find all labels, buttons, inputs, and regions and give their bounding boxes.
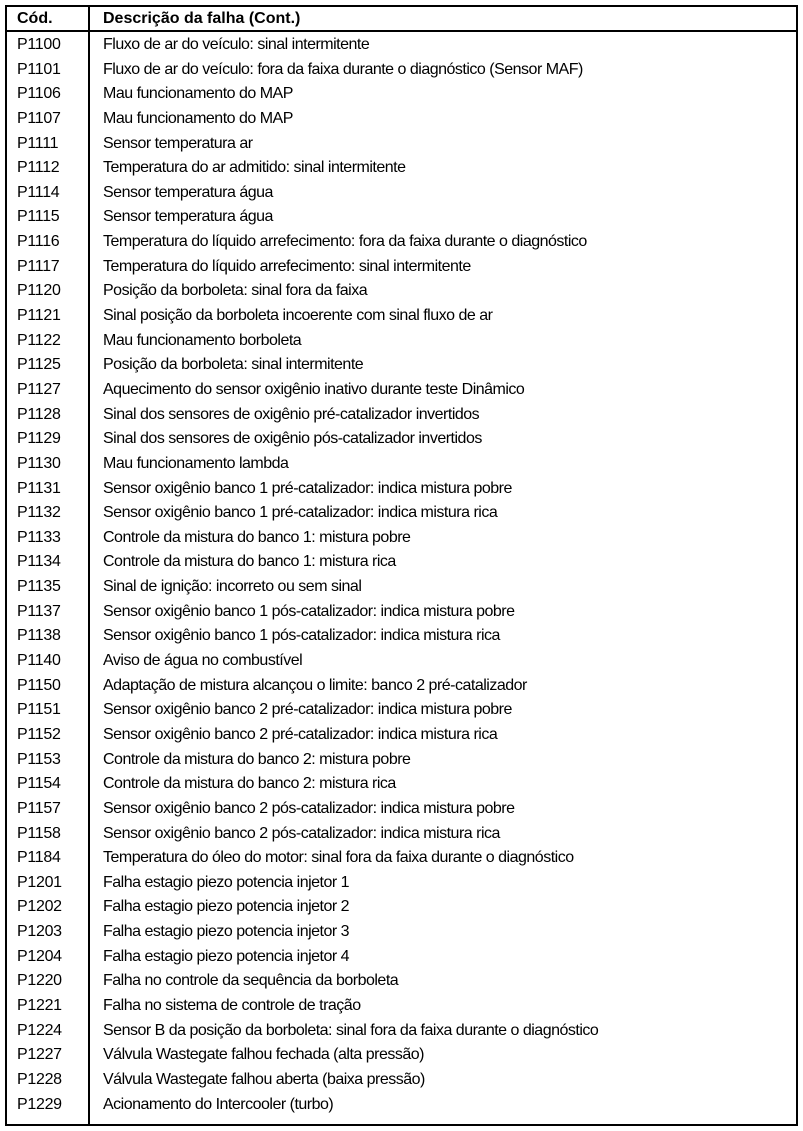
fault-code: P1201 bbox=[17, 873, 62, 891]
table-row bbox=[7, 58, 796, 83]
fault-code: P1203 bbox=[17, 923, 62, 941]
table-row bbox=[7, 205, 796, 230]
fault-description: Fluxo de ar do veículo: sinal intermitente bbox=[103, 36, 370, 53]
fault-code: P1138 bbox=[17, 627, 61, 645]
table-row bbox=[7, 945, 796, 970]
header-description: Descrição da falha (Cont.) bbox=[103, 10, 301, 27]
fault-description: Aviso de água no combustível bbox=[103, 652, 303, 670]
fault-code: P1127 bbox=[17, 380, 61, 398]
table-row bbox=[7, 1093, 796, 1118]
fault-description: Sensor oxigênio banco 1 pós-catalizador: indica mistura rica bbox=[103, 627, 500, 645]
fault-code: P1154 bbox=[17, 775, 61, 793]
fault-description: Temperatura do líquido arrefecimento: fora da faixa durante o diagnóstico bbox=[103, 233, 587, 251]
fault-description: Adaptação de mistura alcançou o limite: banco 2 pré-catalizador bbox=[103, 676, 527, 694]
table-row bbox=[7, 427, 796, 452]
fault-code: P1117 bbox=[17, 257, 60, 275]
fault-code: P1152 bbox=[17, 725, 61, 743]
fault-description: Sensor oxigênio banco 2 pré-catalizador: indica mistura pobre bbox=[103, 701, 512, 719]
table-row bbox=[7, 674, 796, 699]
table-row bbox=[7, 797, 796, 822]
table-row bbox=[7, 575, 796, 600]
fault-code: P1128 bbox=[17, 405, 61, 423]
table-row bbox=[7, 822, 796, 847]
fault-code: P1151 bbox=[17, 701, 61, 719]
fault-code: P1184 bbox=[17, 849, 61, 867]
table-row bbox=[7, 969, 796, 994]
fault-code: P1132 bbox=[17, 504, 61, 522]
fault-description: Sensor oxigênio banco 2 pós-catalizador: indica mistura pobre bbox=[103, 799, 515, 817]
fault-description: Mau funcionamento do MAP bbox=[103, 109, 293, 127]
table-row bbox=[7, 501, 796, 526]
fault-code: P1130 bbox=[17, 454, 61, 472]
table-row bbox=[7, 255, 796, 280]
table-row bbox=[7, 1043, 796, 1068]
fault-description: Falha no controle da sequência da borboleta bbox=[103, 972, 399, 990]
table-row bbox=[7, 33, 796, 58]
fault-code: P1121 bbox=[17, 307, 61, 325]
table-row bbox=[7, 452, 796, 477]
table-row bbox=[7, 181, 796, 206]
fault-code: P1204 bbox=[17, 947, 62, 965]
fault-description: Falha estagio piezo potencia injetor 3 bbox=[103, 923, 350, 941]
table-row bbox=[7, 279, 796, 304]
fault-code: P1150 bbox=[17, 676, 61, 694]
fault-description: Falha estagio piezo potencia injetor 2 bbox=[103, 898, 350, 916]
fault-description: Temperatura do ar admitido: sinal intermitente bbox=[103, 159, 406, 177]
fault-description: Sinal dos sensores de oxigênio pós-catalizador invertidos bbox=[103, 430, 482, 448]
fault-description: Sensor temperatura água bbox=[103, 208, 273, 226]
header-code: Cód. bbox=[17, 10, 53, 27]
fault-code: P1228 bbox=[17, 1070, 62, 1088]
table-row bbox=[7, 846, 796, 871]
fault-description: Acionamento do Intercooler (turbo) bbox=[103, 1095, 334, 1113]
fault-code: P1135 bbox=[17, 578, 61, 596]
fault-description: Mau funcionamento do MAP bbox=[103, 85, 293, 103]
fault-description: Temperatura do óleo do motor: sinal fora da faixa durante o diagnóstico bbox=[103, 849, 574, 867]
fault-code: P1202 bbox=[17, 898, 62, 916]
fault-code: P1221 bbox=[17, 996, 62, 1014]
fault-description: Posição da borboleta: sinal fora da faixa bbox=[103, 282, 368, 300]
fault-description: Mau funcionamento lambda bbox=[103, 454, 289, 472]
fault-description: Temperatura do líquido arrefecimento: sinal intermitente bbox=[103, 257, 471, 275]
table-row bbox=[7, 156, 796, 181]
table-row bbox=[7, 624, 796, 649]
fault-code: P1134 bbox=[17, 553, 61, 571]
fault-code: P1131 bbox=[17, 479, 61, 497]
table-row bbox=[7, 994, 796, 1019]
fault-code: P1112 bbox=[17, 159, 60, 177]
table-row bbox=[7, 82, 796, 107]
fault-code: P1158 bbox=[17, 824, 61, 842]
fault-code: P1140 bbox=[17, 652, 61, 670]
table-row bbox=[7, 920, 796, 945]
table-row bbox=[7, 403, 796, 428]
table-body bbox=[7, 33, 796, 1117]
fault-description: Válvula Wastegate falhou fechada (alta pressão) bbox=[103, 1046, 424, 1064]
fault-code: P1157 bbox=[17, 799, 61, 817]
fault-description: Controle da mistura do banco 2: mistura pobre bbox=[103, 750, 411, 768]
fault-description: Sinal de ignição: incorreto ou sem sinal bbox=[103, 578, 362, 596]
table-row bbox=[7, 550, 796, 575]
fault-code: P1229 bbox=[17, 1095, 62, 1113]
fault-code: P1125 bbox=[17, 356, 61, 374]
fault-description: Posição da borboleta: sinal intermitente bbox=[103, 356, 364, 374]
table-header bbox=[7, 7, 796, 32]
fault-description: Falha estagio piezo potencia injetor 4 bbox=[103, 947, 350, 965]
table-row bbox=[7, 649, 796, 674]
fault-description: Controle da mistura do banco 1: mistura rica bbox=[103, 553, 396, 571]
table-row bbox=[7, 600, 796, 625]
table-row bbox=[7, 477, 796, 502]
fault-description: Sensor oxigênio banco 2 pré-catalizador: indica mistura rica bbox=[103, 725, 498, 743]
fault-code: P1137 bbox=[17, 602, 61, 620]
table-row bbox=[7, 107, 796, 132]
fault-code: P1129 bbox=[17, 430, 61, 448]
fault-description: Controle da mistura do banco 1: mistura pobre bbox=[103, 528, 411, 546]
fault-code: P1106 bbox=[17, 85, 61, 103]
table-row bbox=[7, 304, 796, 329]
table-row bbox=[7, 132, 796, 157]
table-row bbox=[7, 723, 796, 748]
fault-description: Fluxo de ar do veículo: fora da faixa durante o diagnóstico (Sensor MAF) bbox=[103, 60, 583, 78]
table-row bbox=[7, 1068, 796, 1093]
fault-description: Mau funcionamento borboleta bbox=[103, 331, 302, 349]
table-row bbox=[7, 1019, 796, 1044]
fault-code: P1116 bbox=[17, 233, 60, 251]
fault-code: P1227 bbox=[17, 1046, 62, 1064]
fault-description: Falha estagio piezo potencia injetor 1 bbox=[103, 873, 350, 891]
table-row bbox=[7, 353, 796, 378]
fault-description: Sensor oxigênio banco 1 pré-catalizador: indica mistura rica bbox=[103, 504, 498, 522]
fault-code: P1115 bbox=[17, 208, 60, 226]
table-row bbox=[7, 895, 796, 920]
fault-code: P1120 bbox=[17, 282, 61, 300]
table-row bbox=[7, 526, 796, 551]
table-row bbox=[7, 698, 796, 723]
fault-code-table bbox=[5, 5, 798, 1126]
fault-description: Sensor oxigênio banco 2 pós-catalizador: indica mistura rica bbox=[103, 824, 500, 842]
fault-description: Sensor temperatura água bbox=[103, 183, 273, 201]
table-row bbox=[7, 871, 796, 896]
fault-description: Aquecimento do sensor oxigênio inativo durante teste Dinâmico bbox=[103, 380, 525, 398]
fault-description: Sinal posição da borboleta incoerente com sinal fluxo de ar bbox=[103, 307, 493, 325]
fault-code: P1224 bbox=[17, 1021, 62, 1039]
fault-code: P1114 bbox=[17, 183, 60, 201]
fault-description: Sensor B da posição da borboleta: sinal fora da faixa durante o diagnóstico bbox=[103, 1021, 599, 1039]
fault-description: Controle da mistura do banco 2: mistura rica bbox=[103, 775, 396, 793]
table-row bbox=[7, 230, 796, 255]
table-row bbox=[7, 378, 796, 403]
fault-description: Válvula Wastegate falhou aberta (baixa pressão) bbox=[103, 1070, 425, 1088]
fault-description: Sensor temperatura ar bbox=[103, 134, 253, 152]
table-row bbox=[7, 748, 796, 773]
fault-code: P1122 bbox=[17, 331, 61, 349]
fault-code: P1111 bbox=[17, 134, 59, 152]
fault-code: P1153 bbox=[17, 750, 61, 768]
fault-code: P1107 bbox=[17, 109, 61, 127]
fault-code: P1101 bbox=[17, 60, 61, 78]
fault-code: P1133 bbox=[17, 528, 61, 546]
table-row bbox=[7, 329, 796, 354]
fault-code: P1220 bbox=[17, 972, 62, 990]
fault-code: P1100 bbox=[17, 36, 61, 53]
fault-description: Sinal dos sensores de oxigênio pré-catalizador invertidos bbox=[103, 405, 480, 423]
fault-description: Falha no sistema de controle de tração bbox=[103, 996, 361, 1014]
fault-description: Sensor oxigênio banco 1 pré-catalizador: indica mistura pobre bbox=[103, 479, 512, 497]
fault-description: Sensor oxigênio banco 1 pós-catalizador: indica mistura pobre bbox=[103, 602, 515, 620]
table-row bbox=[7, 772, 796, 797]
